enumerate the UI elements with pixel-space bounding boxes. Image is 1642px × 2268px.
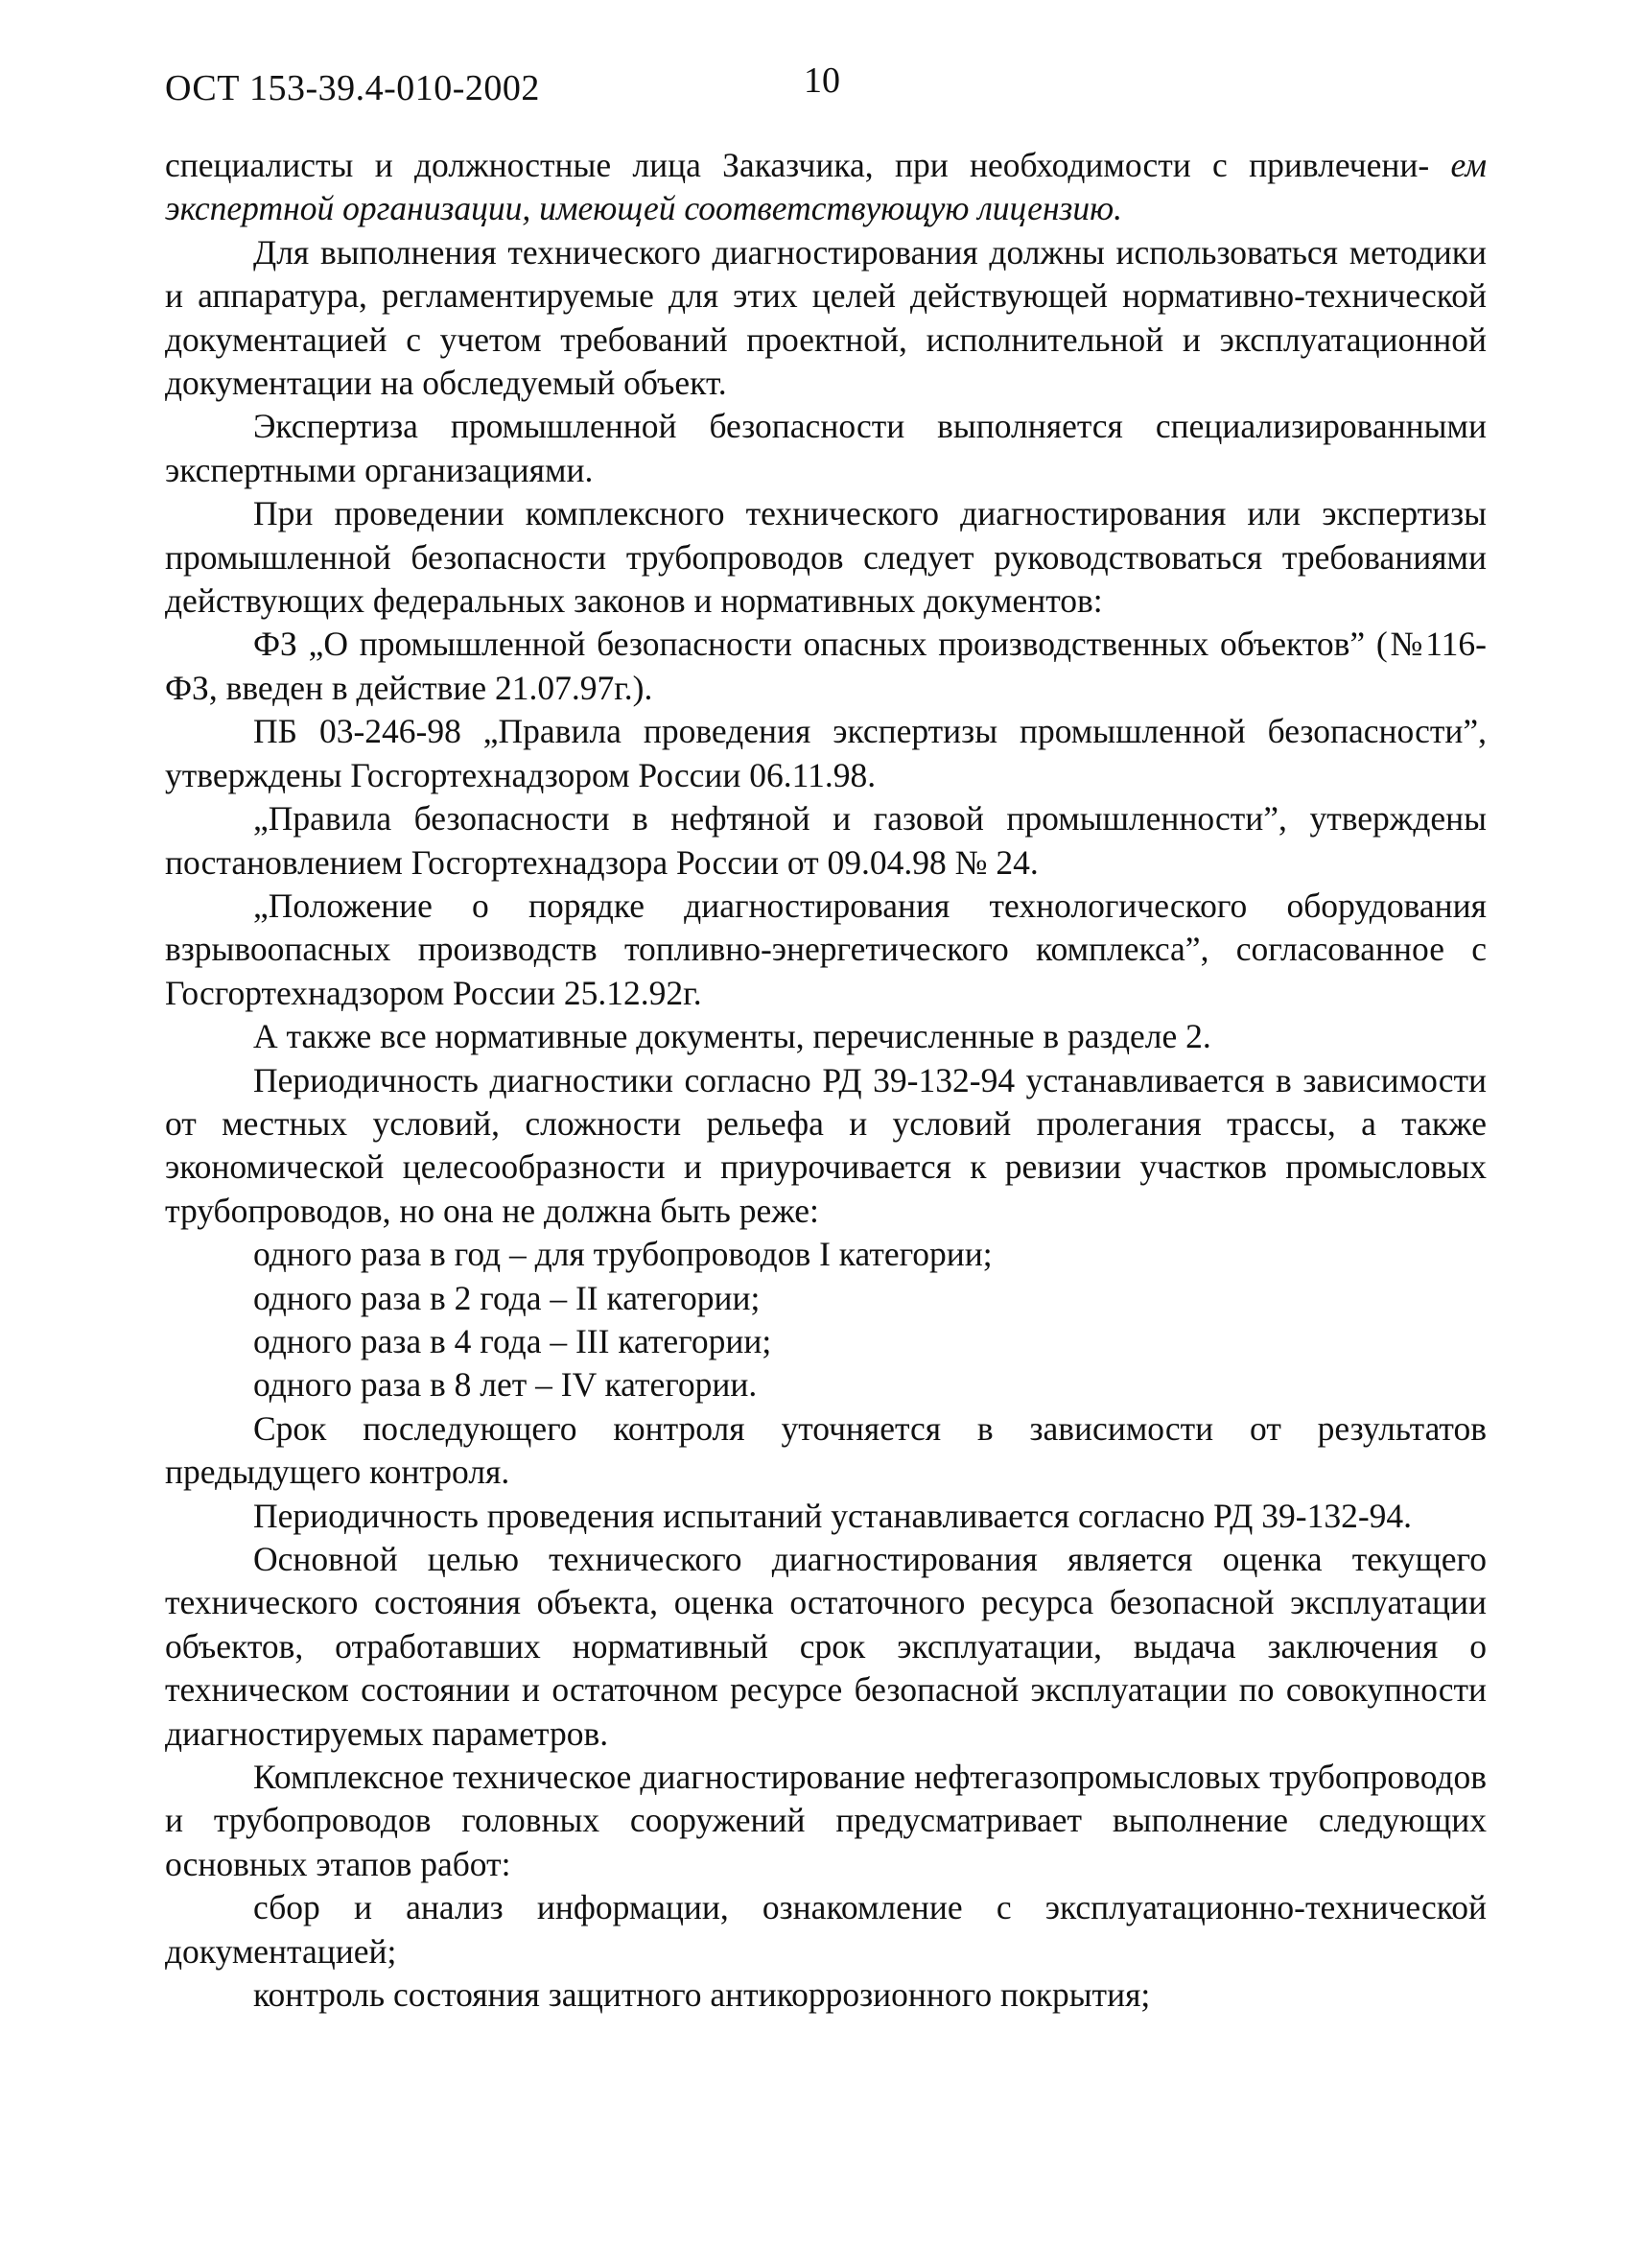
continuation-italic-text: ем экспертной организации, имеющей соответствующую лицензию.: [165, 146, 1487, 228]
paragraph-diagnostics-methods: Для выполнения технического диагностирования должны использоваться методики и аппаратура, регламентируемые для этих целей действующей нормативно-технической документацией с учетом требований проектной, исполнительной и эксплуатационной документации на обследуемый объект.: [165, 232, 1487, 403]
paragraph-complex-diagnostics: Комплексное техническое диагностирование нефтегазопромысловых трубопроводов и трубопроводов головных сооружений предусматривает выполнение следующих основных этапов работ:: [165, 1758, 1487, 1883]
paragraph-expertise: Экспертиза промышленной безопасности выполняется специализированными экспертными организациями.: [165, 407, 1487, 489]
paragraph-stage-coating-control: контроль состояния защитного антикоррозионного покрытия;: [253, 1975, 1151, 2015]
paragraph-stage-info-collection: сбор и анализ информации, ознакомление с эксплуатационно-технической документацией;: [165, 1888, 1487, 1971]
paragraph-control-term: Срок последующего контроля уточняется в зависимости от результатов предыдущего контроля.: [165, 1408, 1487, 1492]
continuation-text: специалисты и должностные лица Заказчика, при необходимости с привлечени-: [165, 146, 1430, 184]
paragraph-diagnostics-regulation: „Положение о порядке диагностирования технологического оборудования взрывоопасных производств топливно-энергетического комплекса”, согласованное с Госгортехнадзором России 25.12.92г.: [165, 886, 1487, 1012]
paragraph-testing-periodicity: Периодичность проведения испытаний устанавливается согласно РД 39-132-94.: [253, 1496, 1413, 1535]
paragraph-section-2-docs: А также все нормативные документы, перечисленные в разделе 2.: [253, 1017, 1211, 1056]
page-number: 10: [804, 60, 840, 101]
paragraph-main-goal: Основной целью технического диагностирования является оценка текущего технического состояния объекта, оценка остаточного ресурса безопасной эксплуатации объектов, отработавших нормативный срок эксплуатации, выдача заключения о техническом состоянии и остаточном ресурсе безопасной эксплуатации по совокупности диагностируемых параметров.: [165, 1540, 1487, 1753]
body-text: [165, 144, 1487, 2017]
paragraph-continuation: [165, 144, 1487, 231]
paragraph-regulations-intro: При проведении комплексного технического диагностирования или экспертизы промышленной безопасности трубопроводов следует руководствоваться требованиями действующих федеральных законов и нормативных документов:: [165, 494, 1487, 621]
paragraph-federal-law: ФЗ „О промышленной безопасности опасных производственных объектов” (№116-ФЗ, введен в действие 21.07.97г.).: [165, 625, 1487, 707]
list-item: одного раза в 4 года – III категории;: [253, 1321, 772, 1360]
paragraph-pb-03-246-98: ПБ 03-246-98 „Правила проведения экспертизы промышленной безопасности”, утверждены Госгортехнадзором России 06.11.98.: [165, 712, 1487, 794]
paragraph-periodicity: Периодичность диагностики согласно РД 39-132-94 устанавливается в зависимости от местных условий, сложности рельефа и условий пролегания трассы, а также экономической целесообразности и приурочивается к ревизии участков промысловых трубопроводов, но она не должна быть реже:: [165, 1060, 1487, 1230]
list-item: одного раза в 8 лет – IV категории.: [253, 1365, 758, 1405]
paragraph-safety-rules: „Правила безопасности в нефтяной и газовой промышленности”, утверждены постановлением Госгортехнадзора России от 09.04.98 № 24.: [165, 799, 1487, 882]
list-item: одного раза в 2 года – II категории;: [253, 1278, 761, 1317]
document-code: ОСТ 153-39.4-010-2002: [165, 68, 540, 108]
list-item: одного раза в год – для трубопроводов I категории;: [253, 1235, 993, 1274]
